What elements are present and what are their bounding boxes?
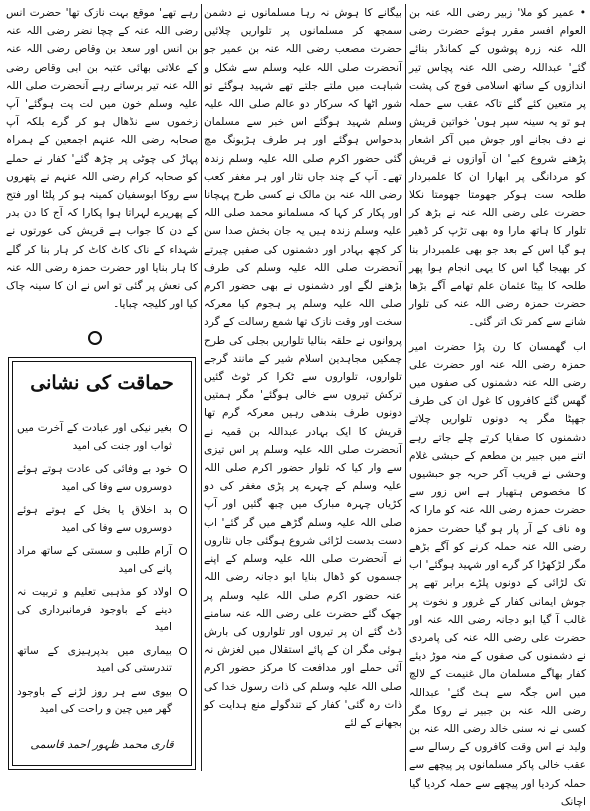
circle-bullet-icon — [179, 547, 187, 555]
circle-bullet-icon — [179, 424, 187, 432]
circle-bullet-icon — [179, 647, 187, 655]
list-item-text: بیماری میں بدپرہیزی کے ساتھ تندرستی کی امید — [17, 644, 172, 674]
list-item — [17, 543, 187, 578]
list-item — [17, 502, 187, 537]
list-item — [17, 461, 187, 496]
article-column-middle — [204, 4, 402, 732]
list-item-text: اولاد کو مذہبی تعلیم و تربیت نہ دینے کے باوجود فرمانبرداری کی امید — [17, 586, 172, 633]
article-column-right — [409, 4, 586, 811]
list-item-text: خود بے وفائی کی عادت ہوتے ہوئے دوسروں سے وفا کی امید — [17, 463, 172, 493]
circle-bullet-icon — [179, 588, 187, 596]
sidebar-box — [8, 357, 196, 770]
list-item — [17, 643, 187, 678]
list-item-text: بغیر نیکی اور عبادت کے آخرت میں ثواب اور جنت کی امید — [17, 422, 172, 452]
article-column-left — [6, 4, 198, 330]
list-item-text: آرام طلبی و سستی کے ساتھ مراد پانے کی امید — [17, 545, 172, 575]
circle-bullet-icon — [179, 465, 187, 473]
sidebar-box-list — [17, 420, 187, 725]
circle-bullet-icon — [179, 688, 187, 696]
circle-bullet-icon — [179, 506, 187, 514]
article-paragraph: اب گھمسان کا رن پڑا حضرت امیر حمزہ رضی اللہ عنہ اور حضرت علی رضی اللہ عنہ دشمنوں کی صفوں میں گھس گئے کافروں کا غول ان کی طرف جھپٹا مگر یہ دونوں تلواریں چلاتے دشمنوں کا صفایا کرتے چلے جاتے رہے اتنے میں جبیر بن مطعم کے حبشی غلام وحشی نے قریب آکر حربہ جو حبشیوں کا مخصوص ہتھیار ہے اس زور سے حضرت حمزہ رضی اللہ عنہ کو مارا کہ وہ ناف کے آر پار ہو گیا حضرت حمزہ رضی اللہ عنہ حملہ کرنے کو آگے بڑھے مگر لڑکھڑا کر گرے اور شہید ہوگئے' اب تک لڑائی کے دونوں پلڑے برابر تھے پر جوش ایمانی کفار کے غرور و نخوت پر غالب آ گیا ابو دجانہ رضی اللہ عنہ اور حضرت علی رضی اللہ عنہ کی پامردی نے دشمنوں کی صفوں کے منہ موڑ دیئے کفار بھاگے مسلمان مال غنیمت کے لالچ میں اس جگہ سے ہٹ گئے' عبداللہ رضی اللہ عنہ بن جبیر نے روکا مگر کسی نے نہ سنی خالد رضی اللہ عنہ بن ولید نے اس وقت کافروں کے رسالے سے عقب خالی پاکر مسلمانوں پر پیچھے سے حملہ کردیا اور پیچھے سے حملہ کردیا گیا اچانک — [409, 340, 586, 808]
sidebar-box-title: حماقت کی نشانی — [30, 372, 174, 394]
column-divider — [201, 4, 202, 771]
list-item-text: بد اخلاق یا بخل کے ہوتے ہوئے دوسروں سے وفا کی امید — [17, 504, 172, 534]
section-end-ornament — [88, 331, 102, 345]
column-divider — [405, 4, 406, 771]
list-item — [17, 684, 187, 719]
article-paragraph: • عمیر کو ملا' زبیر رضی اللہ عنہ بن العوام افسر مقرر ہوئے حضرت رضی اللہ عنہ زرہ پوشوں کے کمانڈر بنائے گئے' عبداللہ رضی اللہ عنہ پچاس تیر اندازوں کے ساتھ اسلامی فوج کی پشت پر متعین کئے گئے تاکہ عقب سے حملہ ہو تو یہ سینہ سپر ہوں' خواتین قریش نے دف بجانے اور جوش میں آکر اشعار پڑھنے شروع کیے' ان آوازوں نے قریش کو مردانگی پر ابھارا ان کا علمبردار طلحہ ست ہوکر جھومتا جھومتا نکلا حضرت علی رضی اللہ عنہ نے بڑھ کر تلوار کا ہاتھ مارا وہ بھی تڑپ کر ڈھیر ہو گیا اس کے بعد جو بھی علمبردار بنا کر بھیجا گیا اس کا یہی انجام ہوا پھر طلحہ کا بیٹا عثمان علم تھامے آگے بڑھا حضرت حمزہ رضی اللہ عنہ کی تلوار شانے سے کمر تک اتر گئی۔ — [409, 7, 586, 329]
sidebar-box-author: قاری محمد ظہور احمد قاسمی — [30, 738, 174, 751]
list-item-text: بیوی سے ہر روز لڑنے کے باوجود گھر میں چین و راحت کی امید — [17, 685, 172, 715]
list-item — [17, 420, 187, 455]
article-paragraph: بیگانے کا ہوش نہ رہا مسلمانوں نے دشمن سمجھ کر مسلمانوں پر تلواریں چلائیں حضرت مصعب رضی اللہ عنہ بن عمیر جو آنحضرت صلی اللہ علیہ وسلم سے شکل و شباہت میں ملتے جلتے تھے شہید ہوگئے تو شور اٹھا کہ سرکار دو عالم صلی اللہ علیہ وسلم شہید ہوگئے اس خبر سے مسلمان بدحواس ہوگئے اور ہر طرف ہڑبونگ مچ گئی حضور اکرم صلی اللہ علیہ وسلم زندہ تھے۔ آپ کے چند جاں نثار اور ہر مغفر کعب رضی اللہ عنہ بن مالک نے کسی طرح پہچانا اور پکار کر کہا کہ مسلمانو محمد صلی اللہ علیہ وسلم زندہ ہیں یہ جان بخش صدا سن کر کچھ بہادر اور دشمنوں کی صفیں چیرتے آنحضرت صلی اللہ علیہ وسلم کی طرف بڑھنے لگے اور دشمنوں نے بھی حضور اکرم صلی اللہ علیہ وسلم پر ہجوم کیا معرکہ سخت اور وقت نازک تھا شمع رسالت کے گرد پروانوں نے حلقہ بنالیا تلواریں بجلی کی طرح چمکیں مجاہدین اسلام شیر کے مانند گرجے تلواروں، تلواروں سے ٹکرا کر ٹوٹ گئیں ترکش تیروں سے خالی ہوگئے' مگر ہمتیں دونوں طرف بندھی رہیں معرکہ گرم تھا قریش کا ایک بہادر عبداللہ بن قمیہ نے آنحضرت صلی اللہ علیہ وسلم پر اس تیزی سے وار کیا کہ تلوار حضور اکرم صلی اللہ علیہ وسلم کے چہرے پر پڑی مغفر کی دو کڑیاں چہرہ مبارک میں چبھ گئیں اور آپ صلی اللہ علیہ وسلم گڑھے میں گر گئے' اب دست بدست لڑائی شروع ہوگئی جاں نثاروں نے آنحضرت صلی اللہ علیہ وسلم کے اپنے جسموں کو ڈھال بنایا ابو دجانہ رضی اللہ عنہ حضور اکرم صلی اللہ علیہ وسلم پر جھک گئے حضرت علی رضی اللہ عنہ سامنے ڈٹ گئے ان پر تیروں اور تلواروں کی بارش ہوئی مگر ان کے پائے استقلال میں لغزش نہ آئی حملے اور مدافعت کا مرکز حضور اکرم صلی اللہ علیہ وسلم کی ذات رسول خدا کی ذات رہ گئی' کفار کے تندگولے منع ہدایت کو بجھانے کے لئے — [204, 7, 402, 729]
article-paragraph: رہے تھے' موقع بہت نازک تھا' حضرت انس رضی اللہ عنہ کے چچا نضر رضی اللہ عنہ بن انس اور سعد بن وقاص رضی اللہ عنہ کے علاتی بھائی عتبہ بن ابی وقاص رضی اللہ عنہ تیر برساتے رہے آنحضرت صلی اللہ علیہ وسلم خون میں لت پت ہوگئے' آپ زخموں سے نڈھال ہو کر گرے بلکہ آپ صحابہ رضی اللہ عنہم اجمعین کے ہمراہ پہاڑ کی چوٹی پر چڑھ گئے' کفار نے حملے کو صحابہ کرام رضی اللہ عنہم نے پتھروں سے روکا ابوسفیان کمینہ ہو کر پلٹا اور فتح کے پھریرے لہراتا ہوا پکارا کہ آج کا دن بدر کے دن کا جواب ہے قریش کی عورتوں نے شہداء کے ناک کاٹ کاٹ کر ہار بنا کر گلے کا ہار بنایا اور حضرت حمزہ رضی اللہ عنہ کی نعش پر گئی تو اس نے ان کا سینہ چاک کیا اور کلیجہ چبایا۔ — [6, 7, 198, 311]
list-item — [17, 584, 187, 637]
